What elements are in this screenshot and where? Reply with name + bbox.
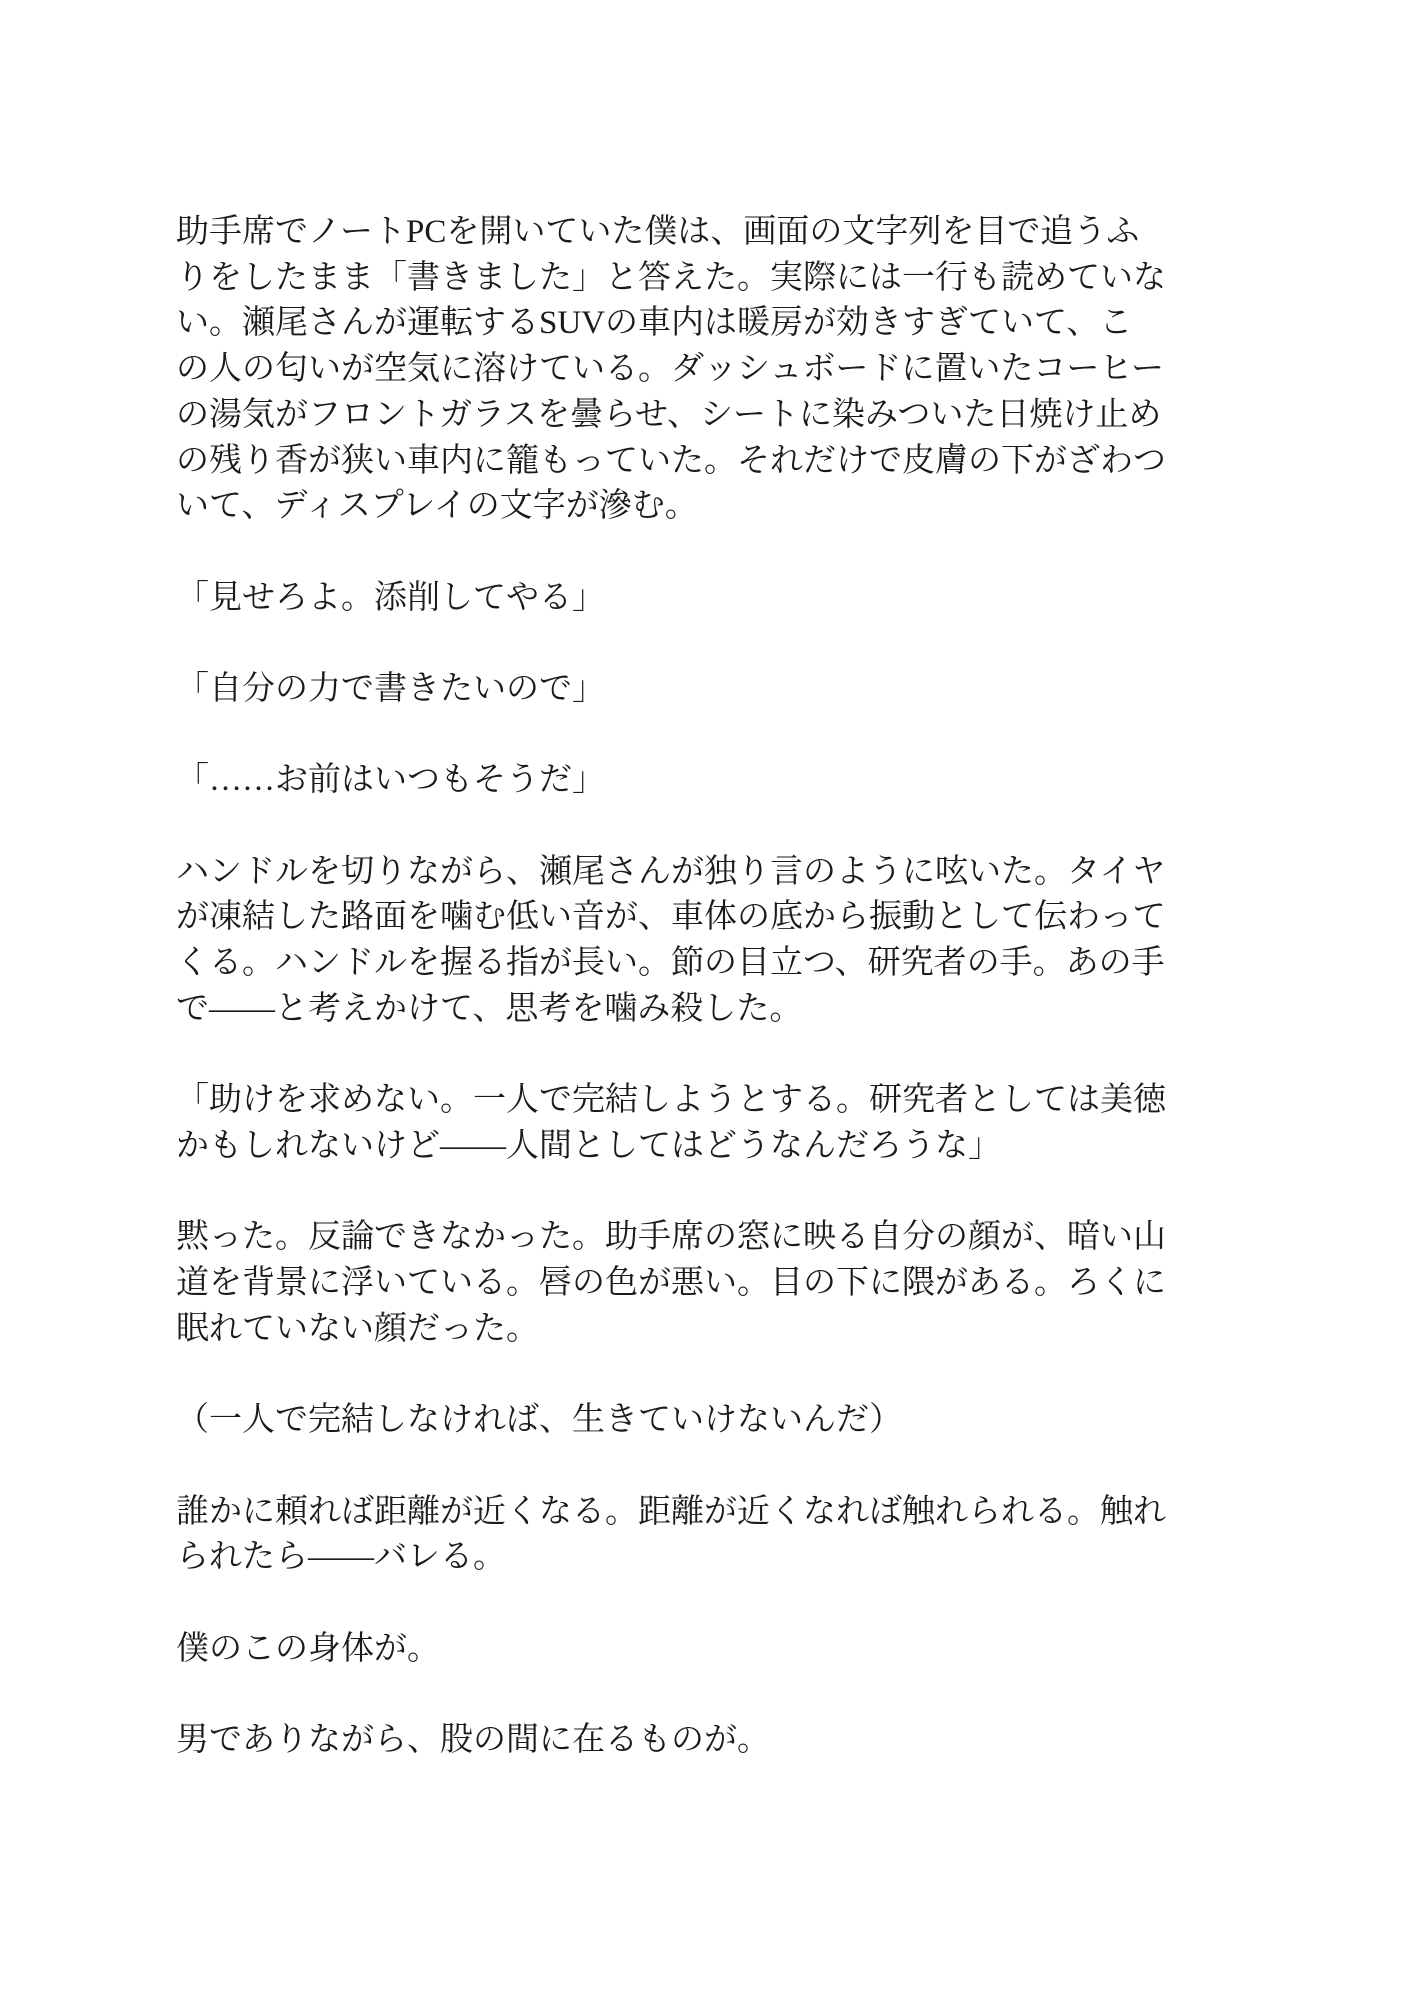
text-line: 黙った。反論できなかった。助手席の窓に映る自分の顔が、暗い山 xyxy=(176,1219,1166,1256)
paragraph xyxy=(176,1078,1236,1169)
paragraph xyxy=(176,758,1236,804)
text-line: の人の匂いが空気に溶けている。ダッシュボードに置いたコーヒー xyxy=(176,351,1165,388)
text-line: 僕のこの身体が。 xyxy=(176,1630,440,1667)
text-line: が凍結した路面を噛む低い音が、車体の底から振動として伝わって xyxy=(176,899,1166,936)
text-line: ハンドルを切りながら、瀬尾さんが独り言のように呟いた。タイヤ xyxy=(176,853,1166,890)
text-line: 「助けを求めない。一人で完結しようとする。研究者としては美徳 xyxy=(176,1082,1166,1119)
text-line: 道を背景に浮いている。唇の色が悪い。目の下に隈がある。ろくに xyxy=(176,1265,1166,1302)
text-line: の残り香が狭い車内に籠もっていた。それだけで皮膚の下がざわつ xyxy=(176,442,1166,479)
paragraph xyxy=(176,850,1236,1033)
text-line: かもしれないけど――人間としてはどうなんだろうな」 xyxy=(176,1127,1001,1164)
paragraph xyxy=(176,1718,1236,1764)
paragraph xyxy=(176,210,1236,530)
text-line: くる。ハンドルを握る指が長い。節の目立つ、研究者の手。あの手 xyxy=(176,945,1165,982)
text-line: 誰かに頼れば距離が近くなる。距離が近くなれば触れられる。触れ xyxy=(176,1493,1166,1530)
text-line: 「自分の力で書きたいので」 xyxy=(176,671,605,707)
paragraph xyxy=(176,667,1236,713)
text-line: 眠れていない顔だった。 xyxy=(176,1310,539,1347)
novel-text-block xyxy=(176,210,1236,1809)
text-line: （一人で完結しなければ、生きていけないんだ） xyxy=(176,1402,902,1439)
text-line: 「見せろよ。添削してやる」 xyxy=(176,579,605,616)
text-line: 助手席でノートPCを開いていた僕は、画面の文字列を目で追うふ xyxy=(176,214,1140,250)
text-line: 男でありながら、股の間に在るものが。 xyxy=(176,1722,770,1759)
paragraph xyxy=(176,576,1236,622)
paragraph xyxy=(176,1627,1236,1673)
text-line: の湯気がフロントガラスを曇らせ、シートに染みついた日焼け止め xyxy=(176,396,1162,433)
text-line: 「……お前はいつもそうだ」 xyxy=(176,762,605,799)
text-line: られたら――バレる。 xyxy=(176,1539,506,1576)
text-line: で――と考えかけて、思考を噛み殺した。 xyxy=(176,990,803,1027)
paragraph xyxy=(176,1215,1236,1352)
text-line: いて、ディスプレイの文字が滲む。 xyxy=(176,488,698,525)
text-line: い。瀬尾さんが運転するSUVの車内は暖房が効きすぎていて、こ xyxy=(176,305,1133,342)
paragraph xyxy=(176,1490,1236,1581)
text-line: りをしたまま「書きました」と答えた。実際には一行も読めていな xyxy=(176,259,1166,296)
paragraph xyxy=(176,1398,1236,1444)
